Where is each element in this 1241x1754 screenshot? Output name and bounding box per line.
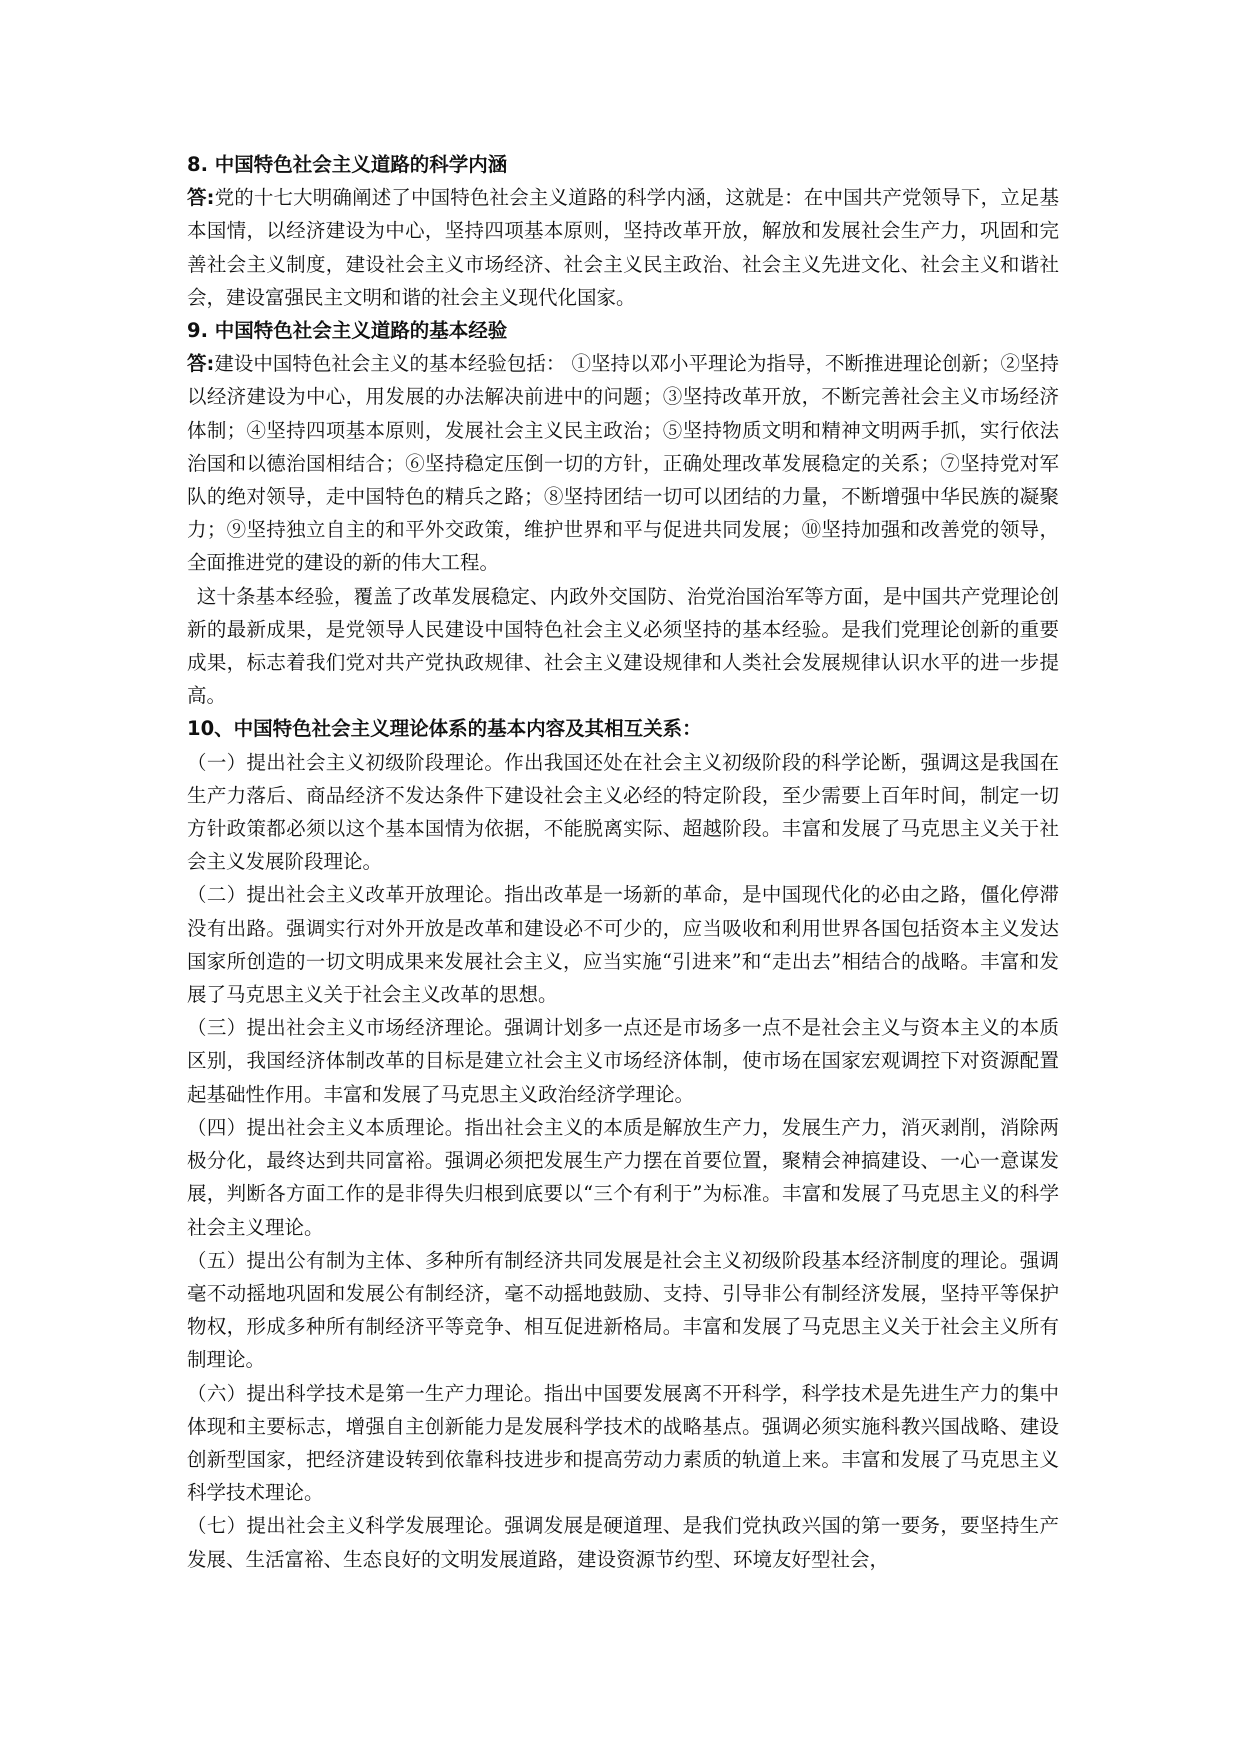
list-item: （三）提出社会主义市场经济理论。强调计划多一点还是市场多一点不是社会主义与资本主义的本质区别，我国经济体制改革的目标是建立社会主义市场经济体制，使市场在国家宏观调控下对资源配置起基础性作用。丰富和发展了马克思主义政治经济学理论。 bbox=[187, 1016, 1059, 1106]
list-item: （五）提出公有制为主体、多种所有制经济共同发展是社会主义初级阶段基本经济制度的理论。强调毫不动摇地巩固和发展公有制经济，毫不动摇地鼓励、支持、引导非公有制经济发展，坚持平等保护物权，形成多种所有制经济平等竞争、相互促进新格局。丰富和发展了马克思主义关于社会主义所有制理论。 bbox=[187, 1248, 1059, 1372]
list-item: （七）提出社会主义科学发展理论。强调发展是硬道理、是我们党执政兴国的第一要务，要坚持生产发展、生活富裕、生态良好的文明发展道路，建设资源节约型、环境友好型社会， bbox=[187, 1514, 1059, 1571]
answer-paragraph bbox=[187, 347, 1059, 579]
list-item: （一）提出社会主义初级阶段理论。作出我国还处在社会主义初级阶段的科学论断，强调这是我国在生产力落后、商品经济不发达条件下建设社会主义必经的特定阶段，至少需要上百年时间，制定一切方针政策都必须以这个基本国情为依据，不能脱离实际、超越阶段。丰富和发展了马克思主义关于社会主义发展阶段理论。 bbox=[187, 750, 1059, 874]
section-heading: 8. 中国特色社会主义道路的科学内涵 bbox=[187, 153, 508, 176]
answer-text: 党的十七大明确阐述了中国特色社会主义道路的科学内涵，这就是：在中国共产党领导下，立足基本国情，以经济建设为中心，坚持四项基本原则，坚持改革开放，解放和发展社会生产力，巩固和完善社会主义制度，建设社会主义市场经济、社会主义民主政治、社会主义先进文化、社会主义和谐社会，建设富强民主文明和谐的社会主义现代化国家。 bbox=[187, 186, 1059, 309]
list-item: （二）提出社会主义改革开放理论。指出改革是一场新的革命，是中国现代化的必由之路，僵化停滞没有出路。强调实行对外开放是改革和建设必不可少的，应当吸收和利用世界各国包括资本主义发达国家所创造的一切文明成果来发展社会主义，应当实施“引进来”和“走出去”相结合的战略。丰富和发展了马克思主义关于社会主义改革的思想。 bbox=[187, 883, 1059, 1007]
answer-paragraph bbox=[187, 181, 1059, 314]
list-item: （六）提出科学技术是第一生产力理论。指出中国要发展离不开科学，科学技术是先进生产力的集中体现和主要标志，增强自主创新能力是发展科学技术的战略基点。强调必须实施科教兴国战略、建设创新型国家，把经济建设转到依靠科技进步和提高劳动力素质的轨道上来。丰富和发展了马克思主义科学技术理论。 bbox=[187, 1381, 1059, 1505]
document-page bbox=[187, 148, 1059, 1576]
answer-text: 建设中国特色社会主义的基本经验包括： ①坚持以邓小平理论为指导，不断推进理论创新；②坚持以经济建设为中心，用发展的办法解决前进中的问题；③坚持改革开放，不断完善社会主义市场经济体制；④坚持四项基本原则，发展社会主义民主政治；⑤坚持物质文明和精神文明两手抓，实行依法治国和以德治国相结合；⑥坚持稳定压倒一切的方针，正确处理改革发展稳定的关系；⑦坚持党对军队的绝对领导，走中国特色的精兵之路；⑧坚持团结一切可以团结的力量，不断增强中华民族的凝聚力；⑨坚持独立自主的和平外交政策，维护世界和平与促进共同发展；⑩坚持加强和改善党的领导，全面推进党的建设的新的伟大工程。 bbox=[187, 352, 1060, 575]
answer-label: 答: bbox=[187, 186, 215, 210]
section-heading: 10、中国特色社会主义理论体系的基本内容及其相互关系： bbox=[187, 717, 702, 741]
body-paragraph: 这十条基本经验，覆盖了改革发展稳定、内政外交国防、治党治国治军等方面，是中国共产党理论创新的最新成果，是党领导人民建设中国特色社会主义必须坚持的基本经验。是我们党理论创新的重要成果，标志着我们党对共产党执政规律、社会主义建设规律和人类社会发展规律认识水平的进一步提高。 bbox=[187, 584, 1059, 708]
list-item: （四）提出社会主义本质理论。指出社会主义的本质是解放生产力，发展生产力，消灭剥削，消除两极分化，最终达到共同富裕。强调必须把发展生产力摆在首要位置，聚精会神搞建设、一心一意谋发展，判断各方面工作的是非得失归根到底要以“三个有利于”为标准。丰富和发展了马克思主义的科学社会主义理论。 bbox=[187, 1115, 1059, 1239]
answer-label: 答: bbox=[187, 352, 215, 376]
section-heading: 9. 中国特色社会主义道路的基本经验 bbox=[187, 319, 508, 343]
